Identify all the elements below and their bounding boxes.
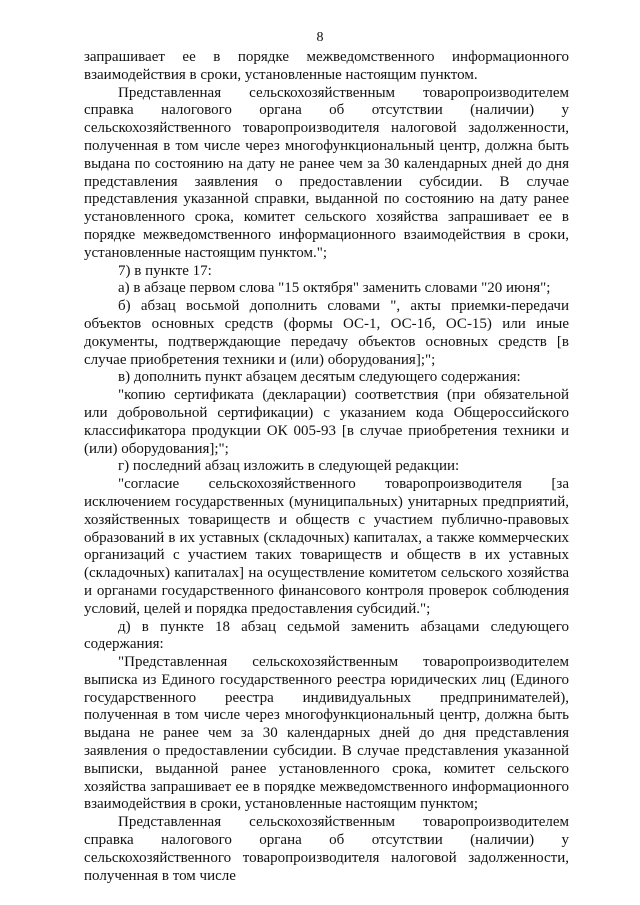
paragraph: Представленная сельскохозяйственным товаропроизводителем справка налогового органа об отсутствии (наличии) у сельскохозяйственного товаропроизводителя налоговой задолженности, полученная в том числе bbox=[84, 814, 569, 884]
paragraph: д) в пункте 18 абзац седьмой заменить абзацами следующего содержания: bbox=[84, 618, 569, 653]
paragraph: в) дополнить пункт абзацем десятым следующего содержания: bbox=[118, 369, 521, 386]
paragraph: а) в абзаце первом слова "15 октября" заменить словами "20 июня"; bbox=[118, 280, 551, 297]
paragraph: б) абзац восьмой дополнить словами ", акты приемки-передачи объектов основных средств (формы ОС-1, ОС-1б, ОС-15) или иные документы, подтверждающие передачу объектов основных средств [в случае приобретения техники и (или) оборудования];"; bbox=[84, 298, 569, 368]
page-number: 8 bbox=[316, 30, 324, 45]
paragraph: г) последний абзац изложить в следующей редакции: bbox=[118, 458, 460, 475]
paragraph: Представленная сельскохозяйственным товаропроизводителем справка налогового органа об отсутствии (наличии) у сельскохозяйственного товаропроизводителя налоговой задолженности, полученная в том числе через многофункциональный центр, должна быть выдана по состоянию на дату не ранее чем за 30 календарных дней до дня представления заявления о предоставлении субсидии. В случае представления указанной справки, выданной по состоянию на дату ранее установленного срока, комитет сельского хозяйства запрашивает ее в порядке межведомственного информационного взаимодействия в сроки, установленные настоящим пунктом."; bbox=[84, 84, 569, 261]
document-body bbox=[84, 49, 569, 885]
paragraph: "Представленная сельскохозяйственным товаропроизводителем выписка из Единого государственного реестра юридических лиц (Единого государственного реестра индивидуальных предпринимателей), полученная в том числе через многофункциональный центр, должна быть выдана не ранее чем за 30 календарных дней до дня представления заявления о предоставлении субсидии. В случае представления указанной выписки, выданной ранее установленного срока, комитет сельского хозяйства запрашивает ее в порядке межведомственного информационного взаимодействия в сроки, установленные настоящим пунктом; bbox=[84, 654, 569, 813]
paragraph: 7) в пункте 17: bbox=[118, 262, 212, 279]
paragraph: запрашивает ее в порядке межведомственного информационного взаимодействия в сроки, установленные настоящим пунктом. bbox=[84, 49, 569, 83]
paragraph: "согласие сельскохозяйственного товаропроизводителя [за исключением государственных (муниципальных) унитарных предприятий, хозяйственных товариществ и обществ с участием публично-правовых образований в их уставных (складочных) капиталах, а также коммерческих организаций с участием таких товариществ и обществ в их уставных (складочных) капиталах] на осуществление комитетом сельского хозяйства и органами государственного финансового контроля проверок соблюдения условий, целей и порядка предоставления субсидий."; bbox=[84, 476, 569, 617]
paragraph: "копию сертификата (декларации) соответствия (при обязательной или добровольной сертификации) с указанием кода Общероссийского классификатора продукции ОК 005-93 [в случае приобретения техники и (или) оборудования];"; bbox=[84, 387, 569, 457]
